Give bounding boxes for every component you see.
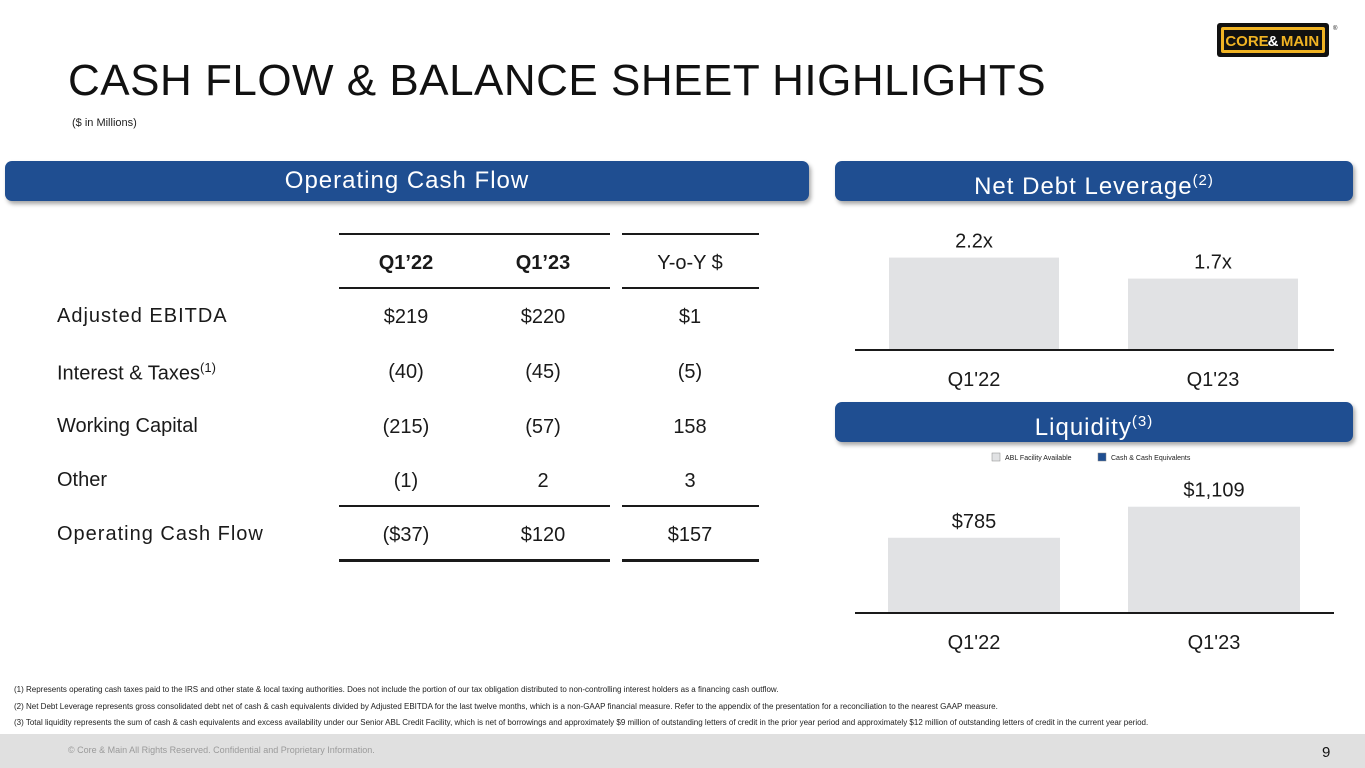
subtotal-rule-left	[339, 505, 610, 507]
cell-other-q1-23: 2	[537, 470, 549, 492]
cell-adjusted-ebitda-q1-22: $219	[383, 306, 429, 328]
footnotes	[14, 682, 1148, 732]
liquidity-category-label-q1-23: Q1'23	[1187, 632, 1241, 654]
cell-adjusted-ebitda-q1-23: $220	[520, 306, 566, 328]
footnote-2: (2) Net Debt Leverage represents gross consolidated debt net of cash & cash equivalents divided by Adjusted EBITDA for the last twelve months, which is a non-GAAP financial measure. Refer to the appendix of the presentation for a reconciliation to the nearest GAAP measure.	[14, 701, 998, 711]
liquidity-banner	[835, 402, 1353, 442]
header-rule-left	[339, 287, 610, 289]
leverage-category-label-q1-22: Q1'22	[947, 369, 1001, 391]
table-top-rule-right	[622, 233, 759, 235]
cell-operating-cash-flow-q1-22: ($37)	[382, 524, 430, 546]
page-title: CASH FLOW & BALANCE SHEET HIGHLIGHTS	[68, 56, 1047, 105]
cell-operating-cash-flow-q1-23: $120	[520, 524, 566, 546]
subtotal-rule-right	[622, 505, 759, 507]
total-rule-right	[622, 559, 759, 562]
liquidity-bar-q1-22	[888, 538, 1060, 613]
net-debt-leverage-chart	[840, 210, 1350, 400]
net-debt-leverage-footnote-ref: (2)	[1192, 172, 1214, 189]
row-label-adjusted-ebitda: Adjusted EBITDA	[57, 305, 228, 327]
leverage-bar-q1-23	[1128, 279, 1298, 350]
row-label-working-capital: Working Capital	[57, 415, 198, 437]
cell-interest-taxes-yoy: (5)	[677, 361, 703, 383]
interest-taxes-footnote-ref: (1)	[200, 360, 216, 375]
operating-cash-flow-banner-label: Operating Cash Flow	[284, 167, 530, 194]
cell-adjusted-ebitda-yoy: $1	[678, 306, 702, 328]
legend-swatch-cash-cash-equivalents	[1098, 453, 1106, 461]
liquidity-banner-label: Liquidity	[1034, 414, 1132, 441]
liquidity-footnote-ref: (3)	[1131, 413, 1154, 430]
liquidity-bar-q1-23	[1128, 507, 1300, 613]
column-header-q1-23: Q1’23	[515, 252, 571, 274]
net-debt-leverage-banner-label: Net Debt Leverage	[974, 173, 1193, 200]
leverage-data-label-q1-23: 1.7x	[1194, 251, 1232, 274]
legend-label-abl-facility-available: ABL Facility Available	[1005, 455, 1072, 462]
column-header-q1-22: Q1’22	[378, 252, 434, 274]
cell-interest-taxes-q1-23: (45)	[525, 361, 561, 383]
logo-main-text: MAIN	[1280, 33, 1320, 50]
leverage-data-label-q1-22: 2.2x	[955, 230, 993, 253]
liquidity-data-label-q1-23: $1,109	[1183, 479, 1245, 502]
units-note: ($ in Millions)	[72, 117, 137, 129]
cell-operating-cash-flow-yoy: $157	[667, 524, 713, 546]
logo-registered-mark: ®	[1333, 26, 1338, 32]
table-top-rule-left	[339, 233, 610, 235]
cell-interest-taxes-q1-22: (40)	[388, 361, 424, 383]
liquidity-category-label-q1-22: Q1'22	[947, 632, 1001, 654]
cell-other-q1-22: (1)	[393, 470, 419, 492]
footnote-1: (1) Represents operating cash taxes paid to the IRS and other state & local taxing authorities. Does not include the portion of our tax obligation distributed to non-controlling interest holders as a financing cash outflow.	[14, 685, 779, 694]
page-number: 9	[1322, 744, 1331, 761]
footnote-3: (3) Total liquidity represents the sum of cash & cash equivalents and excess availability under our Senior ABL Credit Facility, which is net of borrowings and approximately $9 million of outstanding letters of credit in the prior year period and approximately $12 million of outstanding letters of credit in the current year period.	[14, 718, 1149, 727]
row-label-interest-taxes	[57, 360, 216, 386]
operating-cash-flow-banner	[5, 161, 809, 201]
cell-working-capital-yoy: 158	[673, 416, 707, 438]
cell-other-yoy: 3	[684, 470, 696, 492]
row-label-other: Other	[57, 469, 108, 491]
cell-working-capital-q1-22: (215)	[382, 416, 430, 438]
liquidity-chart	[840, 448, 1350, 658]
legend-swatch-abl-facility-available	[992, 453, 1000, 461]
legend-label-cash-cash-equivalents: Cash & Cash Equivalents	[1111, 455, 1191, 462]
row-label-interest-taxes-text: Interest & Taxes	[57, 362, 201, 385]
leverage-bar-q1-22	[889, 258, 1059, 350]
copyright-text: © Core & Main All Rights Reserved. Confidential and Proprietary Information.	[68, 745, 375, 755]
liquidity-data-label-q1-22: $785	[951, 510, 997, 533]
total-rule-left	[339, 559, 610, 562]
core-and-main-logo	[1216, 22, 1338, 58]
header-rule-right	[622, 287, 759, 289]
logo-ampersand: &	[1267, 33, 1279, 50]
logo-core-text: CORE	[1225, 33, 1269, 50]
leverage-category-label-q1-23: Q1'23	[1186, 369, 1240, 391]
cell-working-capital-q1-23: (57)	[525, 416, 561, 438]
row-label-operating-cash-flow: Operating Cash Flow	[57, 523, 264, 545]
column-header-yoy: Y-o-Y $	[657, 252, 723, 274]
net-debt-leverage-banner	[835, 161, 1353, 201]
